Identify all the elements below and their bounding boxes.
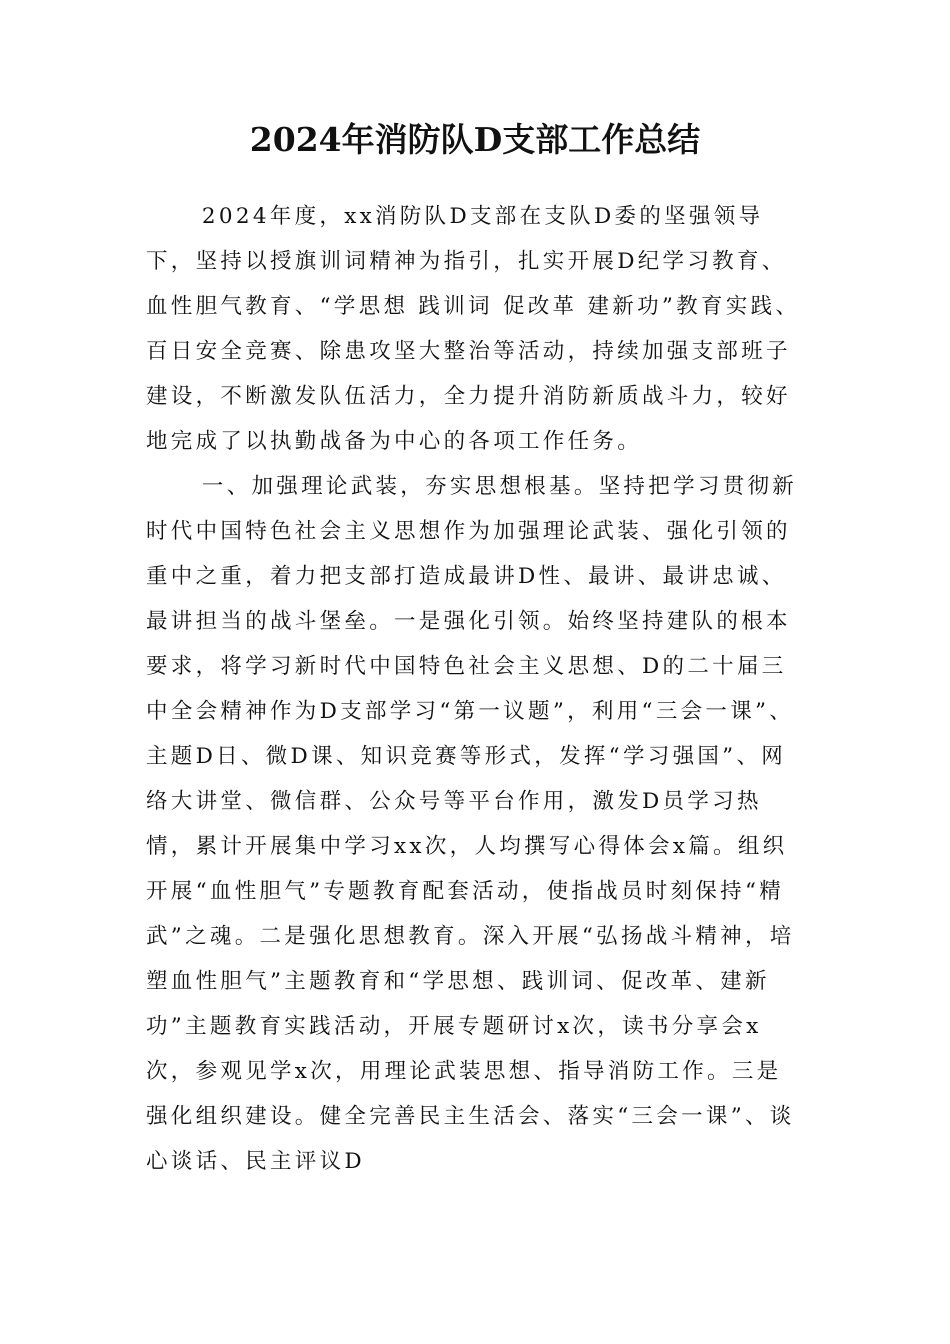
- paragraph-section-one: 一、加强理论武装，夯实思想根基。坚持把学习贯彻新时代中国特色社会主义思想作为加强理论武装、强化引领的重中之重，着力把支部打造成最讲D性、最讲、最讲忠诚、最讲担当的战斗堡垒。一是强化引领。始终坚持建队的根本要求，将学习新时代中国特色社会主义思想、D的二十届三中全会精神作为D支部学习“第一议题”，利用“三会一课”、主题D日、微D课、知识竞赛等形式，发挥“学习强国”、网络大讲堂、微信群、公众号等平台作用，激发D员学习热情，累计开展集中学习xx次，人均撰写心得体会x篇。组织开展“血性胆气”专题教育配套活动，使指战员时刻保持“精武”之魂。二是强化思想教育。深入开展“弘扬战斗精神，培塑血性胆气”主题教育和“学思想、践训词、促改革、建新功”主题教育实践活动，开展专题研讨x次，读书分享会x次，参观见学x次，用理论武装思想、指导消防工作。三是强化组织建设。健全完善民主生活会、落实“三会一课”、谈心谈话、民主评议D: [146, 474, 798, 1174]
- document-body: [146, 194, 806, 1184]
- document-title: 2024年消防队D支部工作总结: [249, 120, 701, 159]
- paragraph-intro: 2024年度，xx消防队D支部在支队D委的坚强领导下，坚持以授旗训词精神为指引，扎实开展D纪学习教育、血性胆气教育、“学思想 践训词 促改革 建新功”教育实践、百日安全竞赛、除患攻坚大整治等活动，持续加强支部班子建设，不断激发队伍活力，全力提升消防新质战斗力，较好地完成了以执勤战备为中心的各项工作任务。: [146, 204, 801, 454]
